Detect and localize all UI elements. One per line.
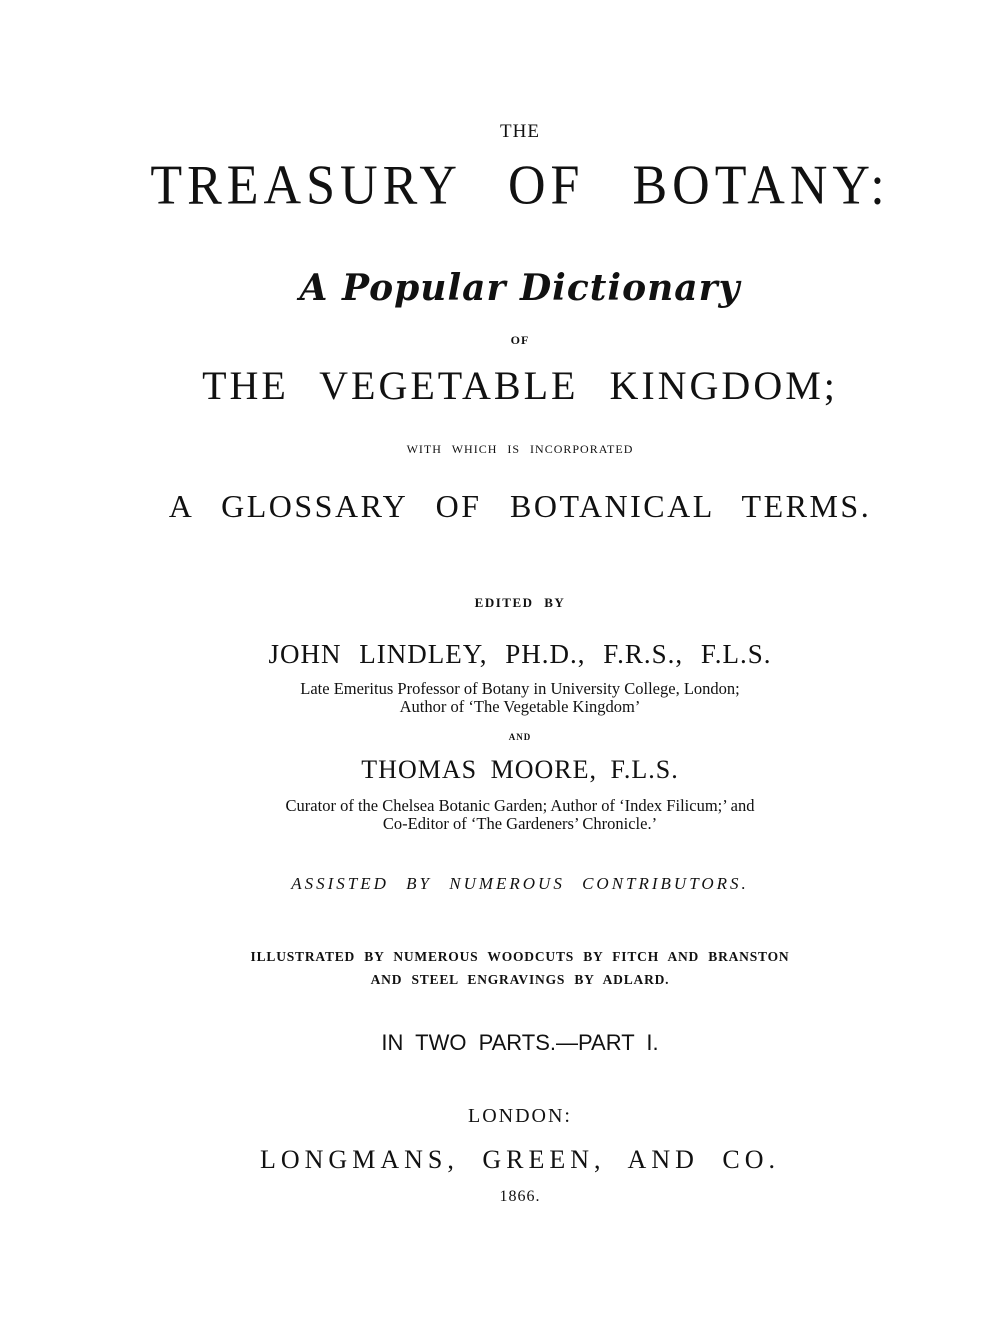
- title-prefix: THE: [500, 121, 540, 142]
- editor-1-description: Author of ‘The Vegetable Kingdom’: [399, 697, 641, 716]
- publication-year: 1866.: [499, 1188, 541, 1205]
- editor-2-name: THOMAS MOORE, F.L.S.: [361, 755, 679, 784]
- book-subtitle: A Popular Dictionary: [299, 267, 741, 309]
- edited-by-label: EDITED BY: [474, 595, 566, 610]
- illustrations-note: AND STEEL ENGRAVINGS BY ADLARD.: [370, 972, 670, 987]
- illustrations-note: ILLUSTRATED BY NUMEROUS WOODCUTS BY FITCH AND BRANSTON: [250, 949, 790, 964]
- subtitle-of: OF: [510, 333, 530, 347]
- book-subject: THE VEGETABLE KINGDOM;: [202, 363, 838, 408]
- editor-2-description: Curator of the Chelsea Botanic Garden; Author of ‘Index Filicum;’ and: [285, 796, 755, 815]
- editor-1-name: JOHN LINDLEY, PH.D., F.R.S., F.L.S.: [268, 639, 772, 669]
- editor-1-description: Late Emeritus Professor of Botany in University College, London;: [300, 679, 740, 698]
- parts-note: IN TWO PARTS.—PART I.: [381, 1030, 659, 1055]
- editor-2-description: Co-Editor of ‘The Gardeners’ Chronicle.’: [382, 814, 658, 833]
- contributors-note: ASSISTED BY NUMEROUS CONTRIBUTORS.: [291, 874, 749, 893]
- and-separator: AND: [508, 732, 532, 742]
- glossary-title: A GLOSSARY OF BOTANICAL TERMS.: [168, 488, 872, 524]
- incorporated-note: WITH WHICH IS INCORPORATED: [406, 442, 634, 456]
- book-title: TREASURY OF BOTANY:: [150, 154, 890, 217]
- publisher: LONGMANS, GREEN, AND CO.: [259, 1145, 780, 1174]
- imprint-city: LONDON:: [468, 1105, 572, 1127]
